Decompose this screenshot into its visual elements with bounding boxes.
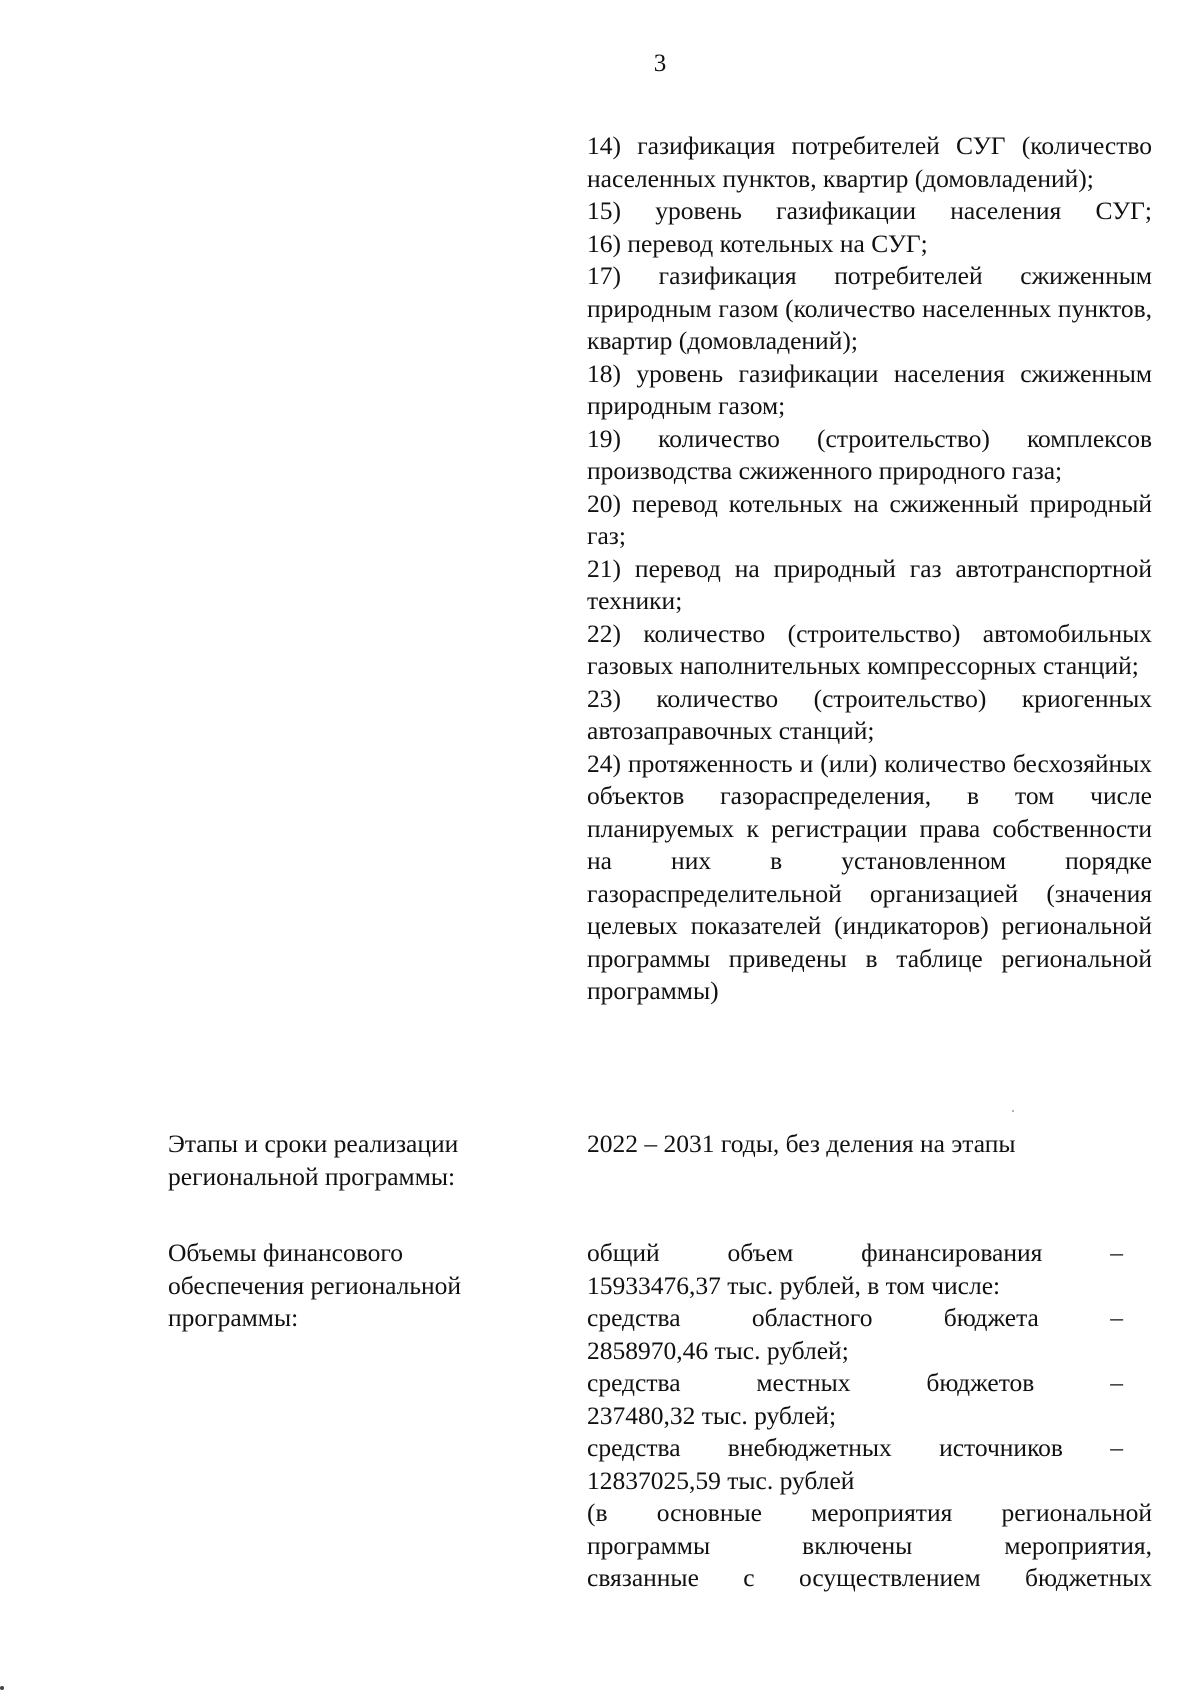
finance-note-line: (в основные мероприятия региональной bbox=[587, 1498, 1152, 1527]
page-number: 3 bbox=[653, 50, 667, 77]
scan-speck bbox=[1012, 1110, 1014, 1112]
finance-value bbox=[587, 1237, 1152, 1595]
finance-label-line: программы: bbox=[168, 1303, 299, 1332]
stages-value: 2022 – 2031 годы, без деления на этапы bbox=[587, 1129, 1016, 1158]
finance-extra-amount: 12837025,59 тыс. рублей bbox=[587, 1465, 855, 1495]
indicator-item-20: 20) перевод котельных на сжиженный природный газ; bbox=[587, 488, 1152, 550]
indicator-item-14: 14) газификация потребителей СУГ (количество населенных пунктов, квартир (домовладений); bbox=[587, 131, 1152, 193]
indicator-item-19: 19) количество (строительство) комплексов производства сжиженного природного газа; bbox=[587, 423, 1152, 485]
finance-regional-amount: 2858970,46 тыс. рублей; bbox=[587, 1335, 849, 1365]
indicator-item-23: 23) количество (строительство) криогенных автозаправочных станций; bbox=[587, 683, 1152, 745]
finance-total-line: общий объем финансирования – bbox=[587, 1238, 1123, 1267]
indicator-item-18: 18) уровень газификации населения сжиженным природным газом; bbox=[587, 358, 1152, 420]
finance-label-line: обеспечения региональной bbox=[168, 1270, 462, 1300]
indicators-list bbox=[587, 130, 1152, 1008]
finance-total-amount: 15933476,37 тыс. рублей, в том числе: bbox=[587, 1270, 1001, 1300]
finance-note-line: связанные с осуществлением бюджетных bbox=[587, 1563, 1152, 1592]
indicator-item-22: 22) количество (строительство) автомобильных газовых наполнительных компрессорных станций; bbox=[587, 618, 1152, 680]
finance-label bbox=[168, 1237, 508, 1335]
finance-extra-line: средства внебюджетных источников – bbox=[587, 1433, 1123, 1462]
stages-label-line: региональной программы: bbox=[168, 1161, 456, 1191]
finance-local-amount: 237480,32 тыс. рублей; bbox=[587, 1400, 837, 1430]
stages-label bbox=[168, 1128, 508, 1193]
finance-regional-line: средства областного бюджета – bbox=[587, 1303, 1123, 1332]
finance-local-line: средства местных бюджетов – bbox=[587, 1368, 1123, 1397]
indicator-item-15: 15) уровень газификации населения СУГ; bbox=[587, 196, 1152, 225]
indicator-item-24: 24) протяженность и (или) количество бесхозяйных объектов газораспределения, в том числе планируемых к регистрации права собственности на них в установленном порядке газораспределительной организацией (значения целевых показателей (индикаторов) региональной программы приведены в таблице региональной программы) bbox=[587, 748, 1152, 1005]
indicator-item-16: 16) перевод котельных на СУГ; bbox=[587, 228, 928, 258]
indicator-item-17: 17) газификация потребителей сжиженным природным газом (количество населенных пунктов, квартир (домовладений); bbox=[587, 261, 1152, 355]
scan-mark bbox=[0, 1686, 4, 1690]
finance-label-line: Объемы финансового bbox=[168, 1238, 403, 1267]
stages-label-line: Этапы и сроки реализации bbox=[168, 1129, 459, 1158]
indicator-item-21: 21) перевод на природный газ автотранспортной техники; bbox=[587, 553, 1152, 615]
finance-note-line: программы включены мероприятия, bbox=[587, 1530, 1152, 1560]
